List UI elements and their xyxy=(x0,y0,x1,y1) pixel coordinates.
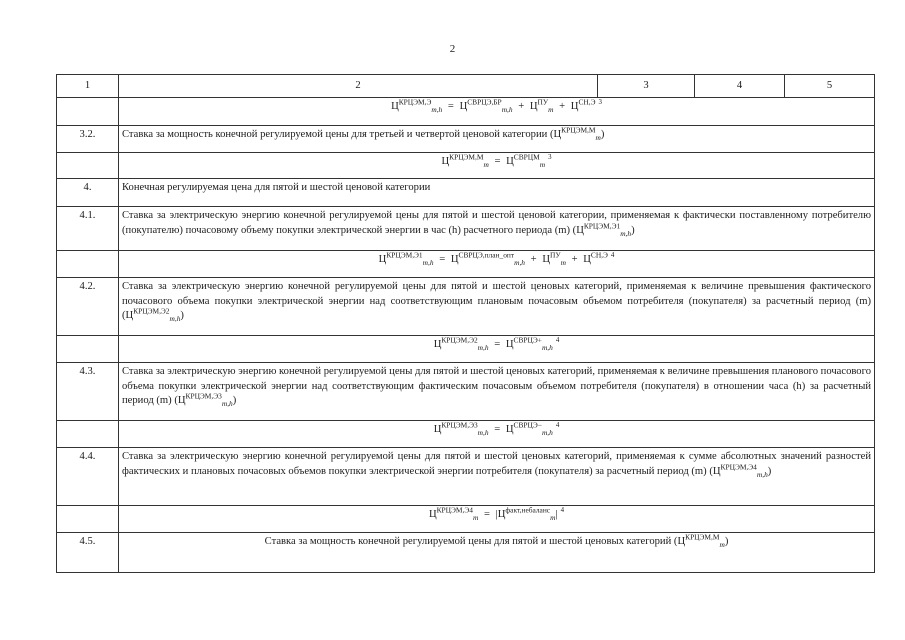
row-description: Ставка за электрическую энергию конечной регулируемой цены для пятой и шестой ценовых категорий, применяемая к величине превышения фактического почасового объема покупки электрической энергии над соответствующим плановым почасовым объемом потребителя (покупателя) за расчетный период (m) $(Ц^{КРЦЭМ,Э2}_{m,h})$ xyxy=(119,278,875,336)
table-header-row xyxy=(57,75,875,98)
row-description: Ставка за мощность конечной регулируемой цены для пятой и шестой ценовых категорий $(Ц^{КРЦЭМ,М}_m)$ xyxy=(119,533,875,573)
row-number-cell xyxy=(57,98,119,126)
row-description: Ставка за электрическую энергию конечной регулируемой цены для пятой и шестой ценовых категорий, применяемая к величине превышения планового почасового объема покупки электрической энергии над соответствующим фактическим почасовым объемом потребителя (покупателя) в отношении часа (h) за расчетный период (m) $(Ц^{КРЦЭМ,Э3}_{m,h})$ xyxy=(119,363,875,421)
row-number-cell: 4.4. xyxy=(57,448,119,506)
row-number-cell xyxy=(57,421,119,448)
row-description: Ставка за электрическую энергию конечной регулируемой цены для пятой и шестой ценовой категории, применяемая к фактически поставленному потребителю (покупателю) почасовому объему покупки электрической энергии в час (h) расчетного периода (m) $(Ц^{КРЦЭМ,Э1}_{m,h})$ xyxy=(119,207,875,251)
header-col-2: 2 xyxy=(119,75,598,98)
table-row xyxy=(57,363,875,421)
table-row xyxy=(57,278,875,336)
page-number: 2 xyxy=(449,43,456,55)
formula-energy-rate-e3: $Ц^{КРЦЭМ,Э3}_{m,h} = Ц^{СВРЦЭ-}_{m,h}^4$ xyxy=(119,421,875,448)
formula-energy-rate-e1: $Ц^{КРЦЭМ,Э1}_{m,h} = Ц^{СВРЦЭ,план\_опт}_{m,h} + Ц^{ПУ}_m + Ц^{СН,Э}$ $^4$ xyxy=(119,251,875,278)
row-number-cell: 3.2. xyxy=(57,126,119,153)
tariff-table xyxy=(56,74,875,573)
table-row xyxy=(57,207,875,251)
table-row xyxy=(57,179,875,207)
table-row xyxy=(57,533,875,573)
row-number-cell xyxy=(57,506,119,533)
row-number-cell xyxy=(57,336,119,363)
row-number-cell xyxy=(57,251,119,278)
row-number-cell: 4.3. xyxy=(57,363,119,421)
row-number-cell: 4. xyxy=(57,179,119,207)
table-row xyxy=(57,251,875,278)
table-row xyxy=(57,448,875,506)
table-row xyxy=(57,153,875,179)
row-number-cell: 4.2. xyxy=(57,278,119,336)
header-col-3: 3 xyxy=(598,75,695,98)
header-col-4: 4 xyxy=(695,75,785,98)
row-description: Ставка за электрическую энергию конечной регулируемой цены для пятой и шестой ценовых категорий, применяемая к сумме абсолютных значений разностей фактических и плановых почасовых объемов покупки электрической энергии потребителя (покупателя) за расчетный период (m) $(Ц^{КРЦЭМ,Э4}_{m,h})$ xyxy=(119,448,875,506)
formula-capacity-rate-3-4: $Ц^{КРЦЭМ,М}_m = Ц^{СВРЦМ}_m^3$ xyxy=(119,153,875,179)
row-number-cell: 4.5. xyxy=(57,533,119,573)
row-number-cell xyxy=(57,153,119,179)
formula-energy-rate-e4: $Ц^{КРЦЭМ,Э4}_m = |Ц^{факт,небаланс}_m|$ $^4$ xyxy=(119,506,875,533)
header-col-5: 5 xyxy=(785,75,875,98)
table-row xyxy=(57,506,875,533)
table-row xyxy=(57,98,875,126)
table-row xyxy=(57,126,875,153)
table-row xyxy=(57,421,875,448)
row-description: Конечная регулируемая цена для пятой и шестой ценовой категории xyxy=(119,179,875,207)
table-row xyxy=(57,336,875,363)
row-description: Ставка за мощность конечной регулируемой цены для третьей и четвертой ценовой категории $(Ц^{КРЦЭМ,М}_m)$ xyxy=(119,126,875,153)
formula-energy-rate-e2: $Ц^{КРЦЭМ,Э2}_{m,h} = Ц^{СВРЦЭ+}_{m,h}^4$ xyxy=(119,336,875,363)
formula-energy-rate-3-4: $Ц^{КРЦЭМ,Э}_{m,h} = Ц^{СВРЦЭ,БР}_{m,h} + Ц^{ПУ}_m + Ц^{СН,Э}$ $^3$ xyxy=(119,98,875,126)
header-col-1: 1 xyxy=(57,75,119,98)
row-number-cell: 4.1. xyxy=(57,207,119,251)
